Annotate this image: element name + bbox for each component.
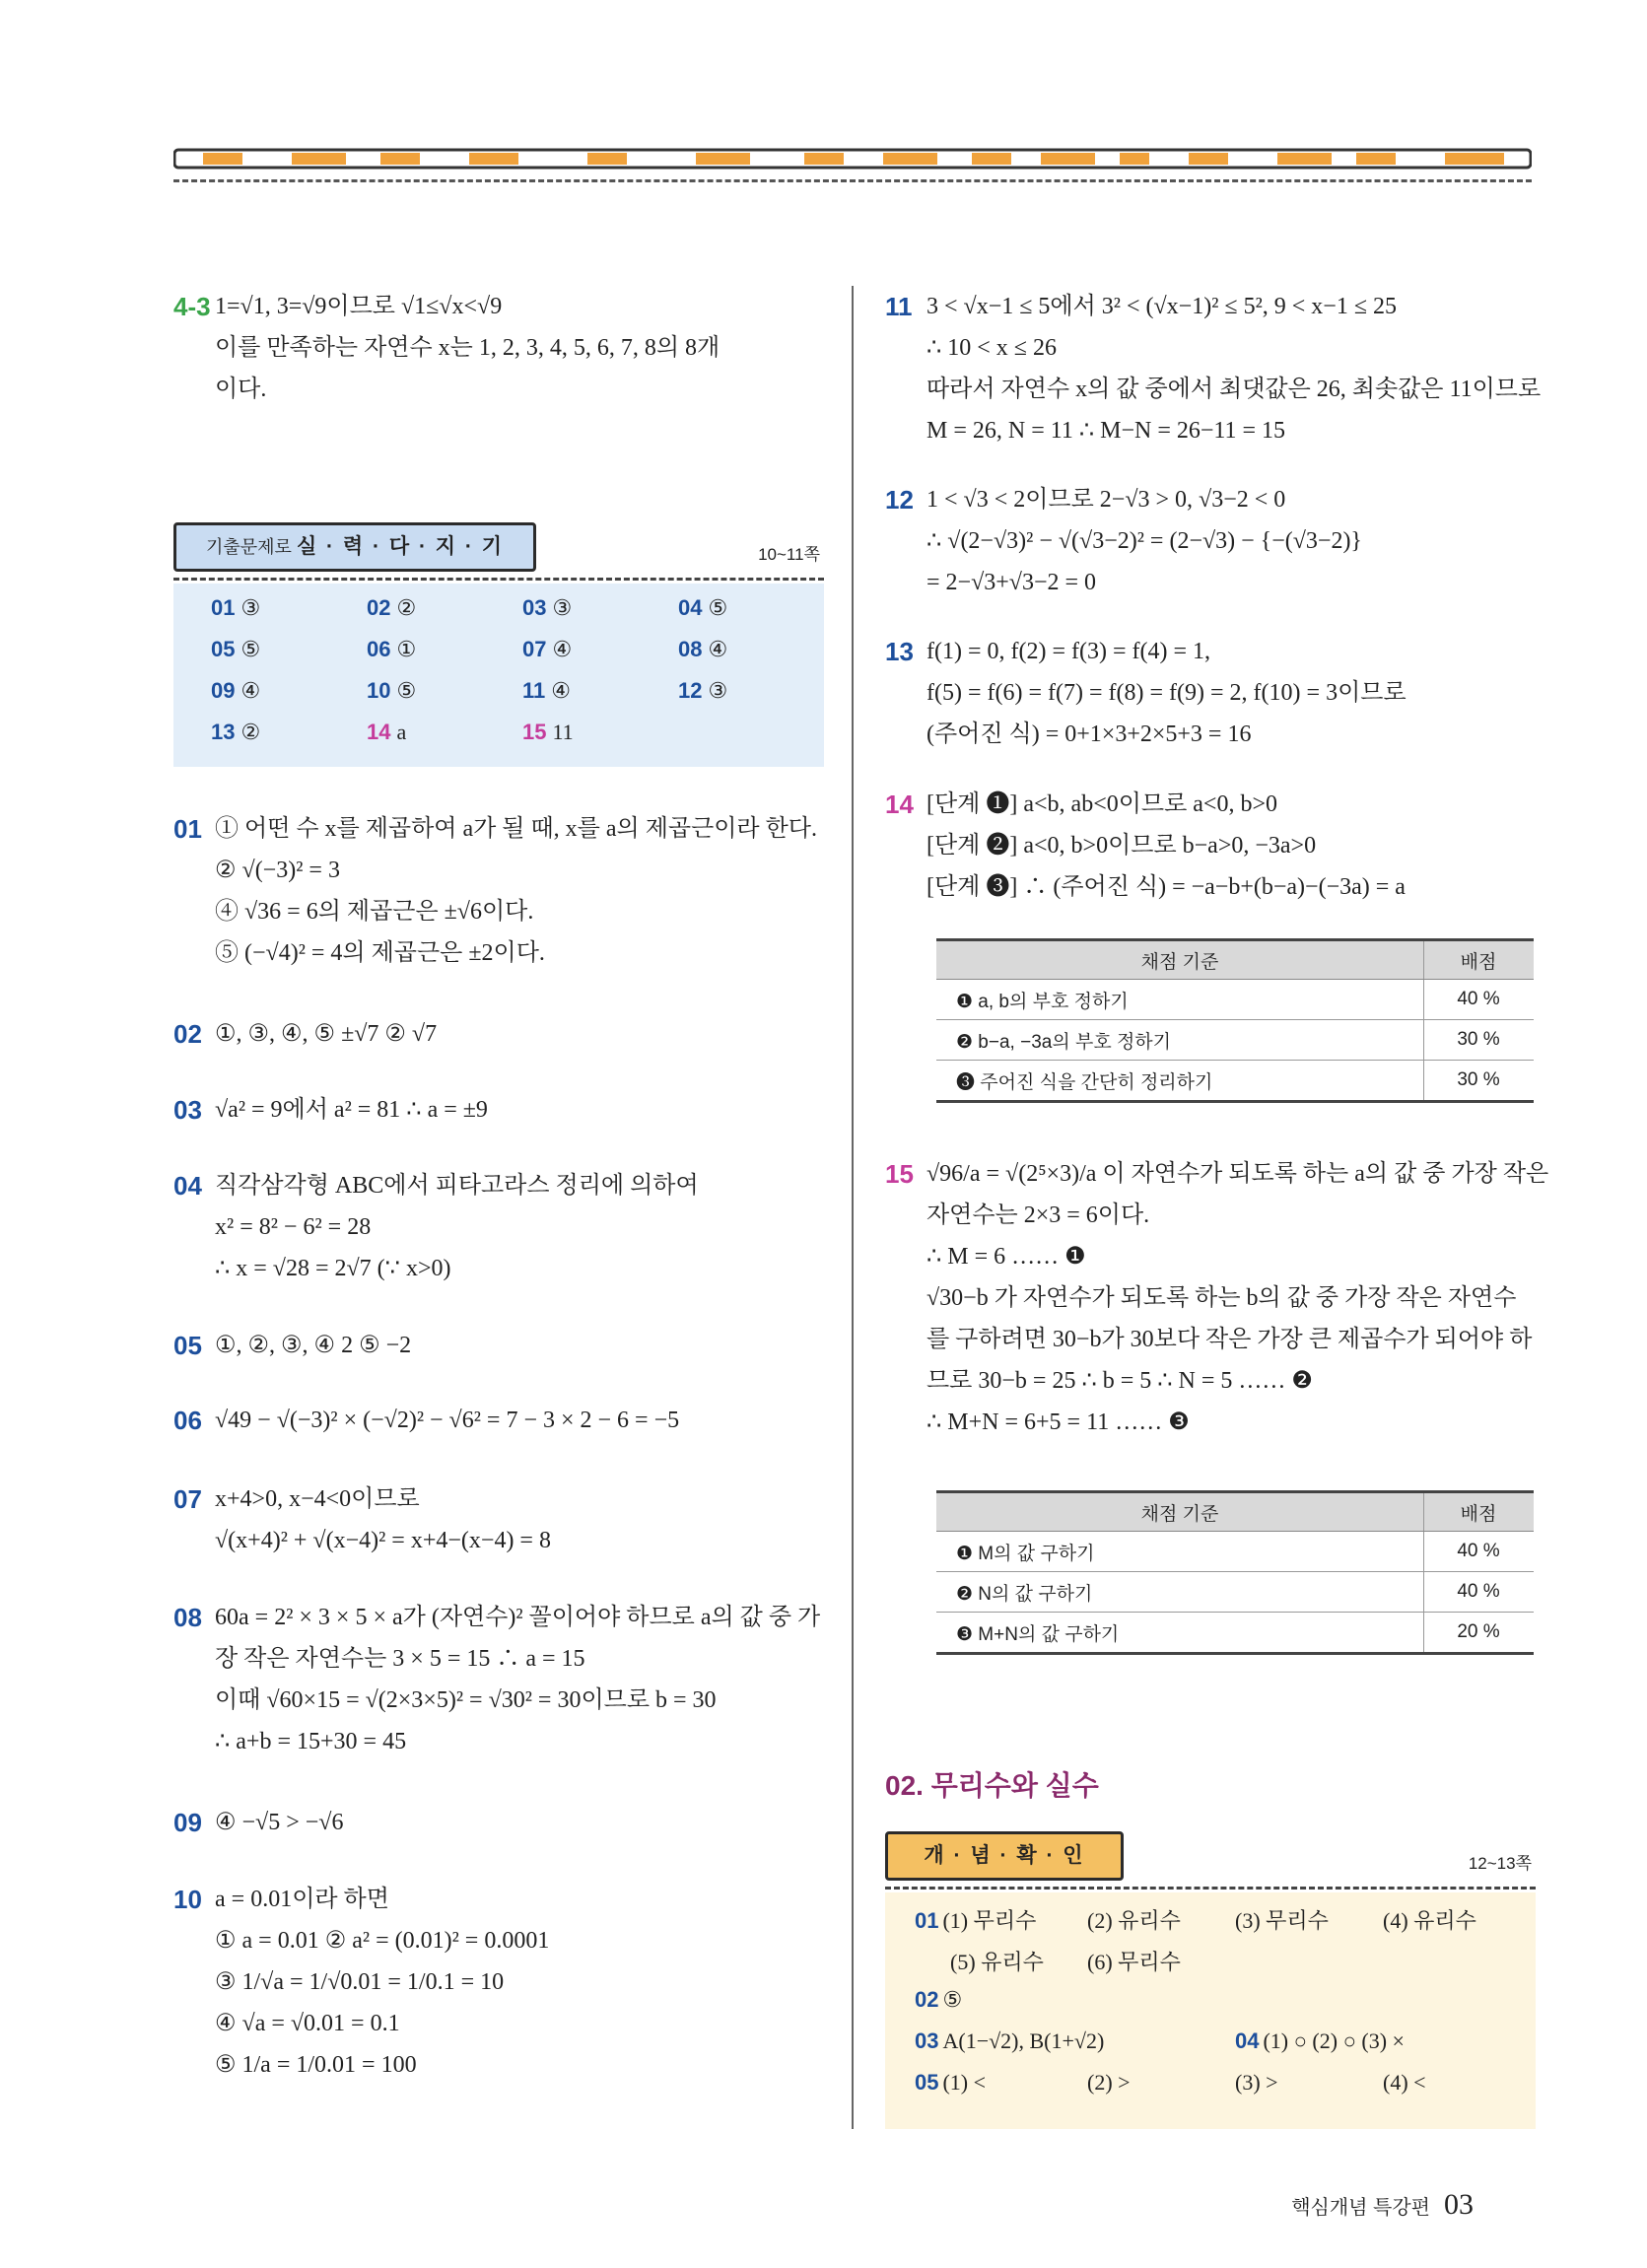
criteria-cell: ❶ M의 값 구하기	[936, 1532, 1424, 1572]
concept-answer-01-3: (3) 무리수	[1235, 1908, 1329, 1933]
solution-line: ⑤ 1/a = 1/0.01 = 100	[215, 2052, 417, 2078]
points-cell: 40 %	[1424, 1572, 1535, 1613]
answer-value: a	[396, 720, 407, 744]
answer-value: ④	[552, 637, 573, 661]
concept-check-box	[885, 1831, 1536, 2127]
answer-value: ①	[396, 637, 417, 661]
answer-number: 08	[678, 637, 703, 661]
solution-line: √96/a = √(2⁵×3)/a 이 자연수가 되도록 하는 a의 값 중 가장 작은	[926, 1161, 1549, 1187]
problem-solution	[215, 808, 824, 974]
concept-answer-05: 05 (1) <	[915, 2070, 987, 2095]
concept-answer-05-2: (2) >	[1087, 2070, 1131, 2095]
answer-value: ⑤	[240, 637, 261, 661]
concept-answer-01: 01 (1) 무리수	[915, 1908, 1037, 1933]
review-answer	[211, 678, 260, 704]
answer-value: ④	[240, 678, 261, 703]
solution-line: ① a = 0.01 ② a² = (0.01)² = 0.0001	[215, 1928, 550, 1954]
concept-answers	[885, 1892, 1536, 2129]
solution-line: √(x+4)² + √(x−4)² = x+4−(x−4) = 8	[215, 1528, 551, 1553]
solution-line: = 2−√3+√3−2 = 0	[926, 570, 1097, 595]
page-number: 03	[1444, 2188, 1474, 2221]
table-row	[936, 1572, 1534, 1613]
criteria-cell: ❷ b−a, −3a의 부호 정하기	[936, 1020, 1424, 1061]
concept-answer-01-2: (2) 유리수	[1087, 1908, 1181, 1933]
problem-number: 03	[173, 1095, 202, 1125]
review-tab-small: 기출문제로	[205, 537, 292, 557]
concept-answer-03: 03 A(1−√2), B(1+√2)	[915, 2028, 1105, 2053]
solution-line: ∴ a+b = 15+30 = 45	[215, 1729, 407, 1754]
answer-number: 03	[522, 595, 547, 620]
review-dash-line	[173, 578, 824, 581]
problem-solution	[215, 1325, 824, 1366]
problem-number: 02	[173, 1019, 202, 1049]
solution-line: 장 작은 자연수는 3 × 5 = 15 ∴ a = 15	[215, 1646, 585, 1672]
review-pages: 10~11쪽	[758, 545, 820, 564]
solution-line: x² = 8² − 6² = 28	[215, 1214, 372, 1240]
answer-number: 05	[211, 637, 236, 661]
review-answer	[678, 595, 727, 621]
review-answer	[367, 637, 416, 662]
concept-pages: 12~13쪽	[1468, 1854, 1532, 1873]
problem-solution	[215, 1597, 824, 1762]
solution-line: 므로 30−b = 25 ∴ b = 5 ∴ N = 5 …… ❷	[926, 1368, 1313, 1394]
answer-value: ④	[551, 678, 571, 703]
solution-line: ④ √a = √0.01 = 0.1	[215, 2011, 400, 2036]
solution-line: ∴ 10 < x ≤ 26	[926, 335, 1057, 361]
problem-number: 10	[173, 1885, 202, 1914]
answer-number: 11	[522, 678, 546, 703]
solution-line: 따라서 자연수 x의 값 중에서 최댓값은 26, 최솟값은 11이므로	[926, 377, 1542, 402]
solution-line: ∴ M = 6 …… ❶	[926, 1244, 1086, 1270]
review-answer	[211, 720, 260, 745]
concept-answer-04: 04 (1) ○ (2) ○ (3) ×	[1235, 2028, 1405, 2053]
footer	[1291, 2188, 1474, 2222]
answer-value: ②	[396, 595, 417, 620]
problem-number: 09	[173, 1808, 202, 1837]
problem-number: 08	[173, 1603, 202, 1632]
answer-number: 13	[211, 720, 236, 744]
problem-solution	[215, 1478, 824, 1561]
points-cell: 30 %	[1424, 1061, 1535, 1102]
problem-number: 12	[885, 485, 914, 515]
concept-dash-line	[885, 1887, 1536, 1890]
answer-number: 01	[211, 595, 236, 620]
table-row	[936, 980, 1534, 1020]
table-header-points: 배점	[1424, 940, 1535, 980]
solution-line: ∴ x = √28 = 2√7 (∵ x>0)	[215, 1256, 451, 1281]
answer-value: ④	[708, 637, 728, 661]
section-title: 02. 무리수와 실수	[885, 1770, 1099, 1801]
problem-number: 4-3	[173, 292, 211, 321]
problem-solution	[215, 1802, 824, 1843]
concept-answer-01-6: (6) 무리수	[1087, 1950, 1181, 1974]
table-row	[936, 1061, 1534, 1102]
problem-number: 14	[885, 790, 914, 819]
solution-line: [단계 ❸] ∴ (주어진 식) = −a−b+(b−a)−(−3a) = a	[926, 874, 1406, 900]
answer-value: ②	[240, 720, 261, 744]
problem-number: 11	[885, 292, 913, 321]
grading-table-15	[936, 1490, 1534, 1655]
solution-line: ④ √36 = 6의 제곱근은 ±√6이다.	[215, 899, 534, 925]
review-answer	[678, 637, 727, 662]
solution-line: 이다.	[215, 377, 267, 402]
points-cell: 40 %	[1424, 1532, 1535, 1572]
solution-line: 3 < √x−1 ≤ 5에서 3² < (√x−1)² ≤ 5², 9 < x−1 ≤ 25	[926, 294, 1398, 319]
problem-solution	[215, 286, 824, 410]
problem-solution	[215, 1879, 824, 2086]
solution-line: 이때 √60×15 = √(2×3×5)² = √30² = 30이므로 b = 30	[215, 1687, 717, 1713]
solution-line: (주어진 식) = 0+1×3+2×5+3 = 16	[926, 722, 1252, 747]
problem-solution	[926, 631, 1536, 755]
points-cell: 30 %	[1424, 1020, 1535, 1061]
problem-number: 13	[885, 637, 914, 666]
problem-number: 05	[173, 1331, 202, 1360]
concept-answer-05-3: (3) >	[1235, 2070, 1278, 2095]
solution-line: f(1) = 0, f(2) = f(3) = f(4) = 1,	[926, 639, 1211, 664]
problem-number: 04	[173, 1171, 202, 1201]
solution-line: x+4>0, x−4<0이므로	[215, 1486, 420, 1512]
review-answer	[367, 595, 416, 621]
review-tab-title: 실 · 력 · 다 · 지 · 기	[296, 535, 505, 558]
problem-solution	[926, 1153, 1549, 1443]
solution-line: [단계 ❷] a<0, b>0이므로 b−a>0, −3a>0	[926, 833, 1317, 859]
concept-answer-02: 02 ⑤	[915, 1987, 963, 2012]
concept-tab: 개 · 념 · 확 · 인	[885, 1831, 1124, 1881]
answer-number: 10	[367, 678, 391, 703]
solution-line: 60a = 2² × 3 × 5 × a가 (자연수)² 꼴이어야 하므로 a의 값 중 가	[215, 1605, 821, 1630]
top-dashed-line	[173, 179, 1532, 182]
solution-line: ④ −√5 > −√6	[215, 1810, 344, 1835]
answer-number: 07	[522, 637, 547, 661]
grading-table-14	[936, 938, 1534, 1103]
table-row	[936, 1020, 1534, 1061]
solution-line: ∴ M+N = 6+5 = 11 …… ❸	[926, 1409, 1190, 1435]
solution-line: 이를 만족하는 자연수 x는 1, 2, 3, 4, 5, 6, 7, 8의 8개	[215, 335, 721, 361]
table-row	[936, 1613, 1534, 1654]
column-divider	[852, 286, 854, 2129]
solution-line: 자연수는 2×3 = 6이다.	[926, 1203, 1150, 1228]
solution-line: 직각삼각형 ABC에서 피타고라스 정리에 의하여	[215, 1173, 699, 1199]
solution-line: √49 − √(−3)² × (−√2)² − √6² = 7 − 3 × 2 − 6 = −5	[215, 1408, 680, 1433]
answer-number: 15	[522, 720, 547, 744]
solution-line: f(5) = f(6) = f(7) = f(8) = f(9) = 2, f(10) = 3이므로	[926, 680, 1407, 706]
problem-solution	[215, 1400, 824, 1441]
concept-answer-01-5: (5) 유리수	[950, 1950, 1044, 1974]
review-tab	[173, 522, 536, 572]
concept-answer-01-4: (4) 유리수	[1383, 1908, 1476, 1933]
answer-number: 02	[367, 595, 391, 620]
answer-number: 04	[678, 595, 703, 620]
table-header-criteria: 채점 기준	[936, 940, 1424, 980]
problem-number: 01	[173, 814, 202, 844]
solution-line: 1 < √3 < 2이므로 2−√3 > 0, √3−2 < 0	[926, 487, 1286, 513]
solution-line: ①, ③, ④, ⑤ ±√7 ② √7	[215, 1021, 438, 1047]
criteria-cell: ❶ a, b의 부호 정하기	[936, 980, 1424, 1020]
problem-number: 06	[173, 1406, 202, 1435]
criteria-cell: ❸ 주어진 식을 간단히 정리하기	[936, 1061, 1424, 1102]
review-answer	[367, 678, 416, 704]
solution-line: ② √(−3)² = 3	[215, 858, 340, 883]
review-answer	[678, 678, 727, 704]
problem-number: 07	[173, 1484, 202, 1514]
answer-number: 12	[678, 678, 703, 703]
solution-line: ①, ②, ③, ④ 2 ⑤ −2	[215, 1333, 412, 1358]
answer-value: ⑤	[396, 678, 417, 703]
solution-line: [단계 ❶] a<b, ab<0이므로 a<0, b>0	[926, 791, 1278, 817]
review-answer	[522, 637, 572, 662]
answer-value: ③	[708, 678, 728, 703]
table-header-points: 배점	[1424, 1492, 1535, 1532]
solution-line: √30−b 가 자연수가 되도록 하는 b의 값 중 가장 작은 자연수	[926, 1285, 1517, 1311]
answer-number: 14	[367, 720, 391, 744]
answer-value: 11	[552, 720, 574, 744]
problem-solution	[926, 479, 1536, 603]
criteria-cell: ❸ M+N의 값 구하기	[936, 1613, 1424, 1654]
problem-solution	[926, 286, 1542, 451]
problem-solution	[926, 784, 1536, 908]
solution-line: ∴ √(2−√3)² − √(√3−2)² = (2−√3) − {−(√3−2)}	[926, 528, 1362, 554]
problem-solution	[215, 1165, 824, 1289]
answer-value: ③	[552, 595, 573, 620]
solution-line: 1=√1, 3=√9이므로 √1≤√x<√9	[215, 294, 503, 319]
solution-line: ① 어떤 수 x를 제곱하여 a가 될 때, x를 a의 제곱근이라 한다.	[215, 816, 817, 842]
review-answer	[522, 720, 574, 745]
answer-value: ⑤	[708, 595, 728, 620]
solution-line: 를 구하려면 30−b가 30보다 작은 가장 큰 제곱수가 되어야 하	[926, 1327, 1533, 1352]
points-cell: 40 %	[1424, 980, 1535, 1020]
review-answer	[367, 720, 406, 745]
points-cell: 20 %	[1424, 1613, 1535, 1654]
answer-number: 06	[367, 637, 391, 661]
table-row	[936, 1532, 1534, 1572]
answer-number: 09	[211, 678, 236, 703]
top-decorative-bar	[173, 148, 1532, 170]
review-answer	[211, 637, 260, 662]
criteria-cell: ❷ N의 값 구하기	[936, 1572, 1424, 1613]
footer-label: 핵심개념 특강편	[1291, 2197, 1430, 2219]
review-answer-grid	[173, 584, 824, 767]
problem-number: 15	[885, 1159, 914, 1189]
problem-solution	[215, 1013, 824, 1055]
solution-line: a = 0.01이라 하면	[215, 1887, 389, 1912]
review-answer	[522, 678, 571, 704]
solution-line: ⑤ (−√4)² = 4의 제곱근은 ±2이다.	[215, 940, 545, 966]
review-answer	[522, 595, 572, 621]
table-header-criteria: 채점 기준	[936, 1492, 1424, 1532]
problem-solution	[215, 1089, 824, 1131]
solution-line: M = 26, N = 11 ∴ M−N = 26−11 = 15	[926, 418, 1286, 444]
concept-answer-05-4: (4) <	[1383, 2070, 1426, 2095]
review-answer	[211, 595, 260, 621]
solution-line: √a² = 9에서 a² = 81 ∴ a = ±9	[215, 1097, 488, 1123]
answer-value: ③	[240, 595, 261, 620]
review-answer-box	[173, 522, 824, 767]
solution-line: ③ 1/√a = 1/√0.01 = 1/0.1 = 10	[215, 1969, 505, 1995]
